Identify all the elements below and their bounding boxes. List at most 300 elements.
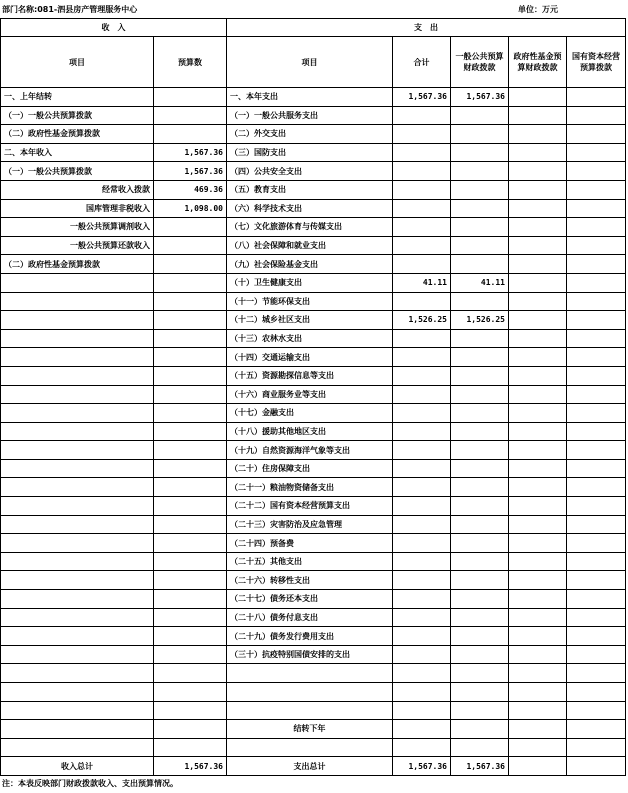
expense-fund-cell <box>509 311 567 330</box>
expense-fund-cell <box>509 162 567 181</box>
expense-total-cell <box>393 404 451 423</box>
expense-total-cell: 1,567.36 <box>393 88 451 107</box>
expense-general-cell <box>451 422 509 441</box>
expense-item-cell: （二十七）债务还本支出 <box>227 590 393 609</box>
expense-fund-cell <box>509 143 567 162</box>
expense-total-cell <box>393 255 451 274</box>
expense-soe-cell <box>567 459 626 478</box>
table-row <box>1 645 626 664</box>
table-row <box>1 627 626 646</box>
income-item-cell <box>1 720 154 739</box>
expense-item-cell: （二十五）其他支出 <box>227 552 393 571</box>
table-row <box>1 329 626 348</box>
expense-general-cell <box>451 515 509 534</box>
income-item-cell <box>1 273 154 292</box>
income-amount-cell: 469.36 <box>154 180 227 199</box>
expense-fund-cell <box>509 459 567 478</box>
expense-soe-cell <box>567 515 626 534</box>
expense-soe-cell <box>567 534 626 553</box>
income-amount-cell <box>154 348 227 367</box>
expense-soe-cell <box>567 125 626 144</box>
table-row <box>1 180 626 199</box>
fiscal-budget-table <box>0 18 626 776</box>
income-item-cell: 国库管理非税收入 <box>1 199 154 218</box>
expense-general-cell: 1,567.36 <box>451 88 509 107</box>
income-amount-cell: 1,567.36 <box>154 143 227 162</box>
expense-fund-cell <box>509 664 567 683</box>
expense-total-cell <box>393 664 451 683</box>
income-amount-cell: 1,567.36 <box>154 162 227 181</box>
income-item-cell <box>1 311 154 330</box>
expense-soe-cell <box>567 552 626 571</box>
income-item-cell <box>1 590 154 609</box>
table-row <box>1 459 626 478</box>
expense-fund-cell <box>509 422 567 441</box>
expense-soe-cell <box>567 441 626 460</box>
income-item-cell <box>1 571 154 590</box>
expense-general-cell <box>451 720 509 739</box>
income-item-cell <box>1 366 154 385</box>
expense-general-cell <box>451 534 509 553</box>
expense-soe-cell <box>567 292 626 311</box>
income-section-title: 收 入 <box>1 19 227 37</box>
table-row <box>1 571 626 590</box>
expense-total-cell <box>393 534 451 553</box>
expense-item-cell: （五）教育支出 <box>227 180 393 199</box>
table-row <box>1 273 626 292</box>
income-item-cell <box>1 683 154 702</box>
expense-total-cell <box>393 180 451 199</box>
table-row <box>1 590 626 609</box>
table-row <box>1 701 626 720</box>
income-amount-cell: 1,098.00 <box>154 199 227 218</box>
col-expense-fund: 政府性基金预算财政拨款 <box>509 37 567 88</box>
expense-total-cell <box>393 738 451 757</box>
table-row <box>1 422 626 441</box>
expense-soe-cell <box>567 255 626 274</box>
expense-item-cell: （二十四）预备费 <box>227 534 393 553</box>
expense-total-fund <box>509 757 567 776</box>
income-item-cell <box>1 441 154 460</box>
expense-item-cell <box>227 701 393 720</box>
expense-soe-cell <box>567 422 626 441</box>
expense-item-cell: 结转下年 <box>227 720 393 739</box>
income-amount-cell <box>154 534 227 553</box>
expense-soe-cell <box>567 162 626 181</box>
income-item-cell <box>1 329 154 348</box>
expense-total-general: 1,567.36 <box>451 757 509 776</box>
table-row <box>1 125 626 144</box>
expense-total-cell <box>393 329 451 348</box>
expense-soe-cell <box>567 404 626 423</box>
income-item-cell: （二）政府性基金预算拨款 <box>1 255 154 274</box>
expense-fund-cell <box>509 88 567 107</box>
income-item-cell <box>1 478 154 497</box>
income-amount-cell <box>154 552 227 571</box>
expense-fund-cell <box>509 608 567 627</box>
expense-fund-cell <box>509 236 567 255</box>
table-row <box>1 385 626 404</box>
expense-total-soe <box>567 757 626 776</box>
expense-fund-cell <box>509 701 567 720</box>
expense-soe-cell <box>567 627 626 646</box>
expense-item-cell: （十三）农林水支出 <box>227 329 393 348</box>
expense-total-cell <box>393 348 451 367</box>
expense-general-cell <box>451 292 509 311</box>
expense-item-cell: （二）外交支出 <box>227 125 393 144</box>
expense-fund-cell <box>509 552 567 571</box>
expense-fund-cell <box>509 627 567 646</box>
expense-soe-cell <box>567 329 626 348</box>
income-amount-cell <box>154 218 227 237</box>
expense-total-cell <box>393 720 451 739</box>
expense-general-cell <box>451 738 509 757</box>
income-item-cell <box>1 608 154 627</box>
expense-soe-cell <box>567 720 626 739</box>
expense-total-cell <box>393 459 451 478</box>
expense-fund-cell <box>509 385 567 404</box>
income-item-cell: （一）一般公共预算拨款 <box>1 162 154 181</box>
expense-item-cell: （四）公共安全支出 <box>227 162 393 181</box>
expense-item-cell: （十）卫生健康支出 <box>227 273 393 292</box>
income-amount-cell <box>154 459 227 478</box>
expense-fund-cell <box>509 683 567 702</box>
expense-total-cell <box>393 385 451 404</box>
expense-fund-cell <box>509 515 567 534</box>
table-row <box>1 366 626 385</box>
expense-total-cell <box>393 683 451 702</box>
expense-total-cell <box>393 218 451 237</box>
expense-general-cell <box>451 255 509 274</box>
table-row <box>1 292 626 311</box>
expense-total-cell <box>393 162 451 181</box>
expense-soe-cell <box>567 106 626 125</box>
income-amount-cell <box>154 125 227 144</box>
expense-general-cell <box>451 478 509 497</box>
expense-total-cell <box>393 125 451 144</box>
expense-item-cell: （十六）商业服务业等支出 <box>227 385 393 404</box>
expense-item-cell: （十八）援助其他地区支出 <box>227 422 393 441</box>
expense-item-cell: （十五）资源勘探信息等支出 <box>227 366 393 385</box>
expense-item-cell: （九）社会保险基金支出 <box>227 255 393 274</box>
expense-general-cell <box>451 590 509 609</box>
income-item-cell <box>1 404 154 423</box>
expense-soe-cell <box>567 385 626 404</box>
income-amount-cell <box>154 478 227 497</box>
expense-general-cell <box>451 571 509 590</box>
expense-general-cell <box>451 683 509 702</box>
expense-soe-cell <box>567 608 626 627</box>
table-row <box>1 88 626 107</box>
expense-soe-cell <box>567 218 626 237</box>
expense-total-label: 支出总计 <box>227 757 393 776</box>
income-item-cell <box>1 348 154 367</box>
income-amount-cell <box>154 608 227 627</box>
expense-item-cell: （十二）城乡社区支出 <box>227 311 393 330</box>
table-row <box>1 106 626 125</box>
expense-general-cell <box>451 348 509 367</box>
expense-soe-cell <box>567 348 626 367</box>
table-row <box>1 199 626 218</box>
expense-general-cell <box>451 366 509 385</box>
expense-item-cell <box>227 683 393 702</box>
expense-total-cell <box>393 106 451 125</box>
income-amount-cell <box>154 385 227 404</box>
expense-soe-cell <box>567 366 626 385</box>
expense-fund-cell <box>509 478 567 497</box>
col-expense-soe: 国有资本经营预算拨款 <box>567 37 626 88</box>
expense-item-cell: （二十六）转移性支出 <box>227 571 393 590</box>
expense-general-cell <box>451 404 509 423</box>
expense-general-cell <box>451 125 509 144</box>
income-amount-cell <box>154 441 227 460</box>
expense-fund-cell <box>509 218 567 237</box>
expense-total-cell: 1,526.25 <box>393 311 451 330</box>
expense-item-cell: （七）文化旅游体育与传媒支出 <box>227 218 393 237</box>
table-row <box>1 218 626 237</box>
income-amount-cell <box>154 645 227 664</box>
income-item-cell <box>1 664 154 683</box>
income-amount-cell <box>154 311 227 330</box>
expense-general-cell <box>451 162 509 181</box>
expense-general-cell <box>451 441 509 460</box>
totals-row <box>1 757 626 776</box>
expense-fund-cell <box>509 441 567 460</box>
expense-general-cell <box>451 218 509 237</box>
expense-total-cell <box>393 552 451 571</box>
income-item-cell <box>1 385 154 404</box>
income-amount-cell <box>154 292 227 311</box>
expense-general-cell <box>451 701 509 720</box>
income-amount-cell <box>154 329 227 348</box>
table-row <box>1 664 626 683</box>
income-item-cell <box>1 534 154 553</box>
income-amount-cell <box>154 720 227 739</box>
table-row <box>1 552 626 571</box>
table-row <box>1 515 626 534</box>
expense-fund-cell <box>509 180 567 199</box>
income-item-cell <box>1 422 154 441</box>
expense-total-cell <box>393 590 451 609</box>
table-row <box>1 534 626 553</box>
expense-total-cell <box>393 366 451 385</box>
table-row <box>1 497 626 516</box>
expense-general-cell <box>451 106 509 125</box>
table-row <box>1 255 626 274</box>
income-item-cell: 经常收入拨款 <box>1 180 154 199</box>
expense-item-cell: 一、本年支出 <box>227 88 393 107</box>
expense-soe-cell <box>567 738 626 757</box>
expense-soe-cell <box>567 143 626 162</box>
expense-total-cell <box>393 515 451 534</box>
expense-item-cell: （六）科学技术支出 <box>227 199 393 218</box>
expense-soe-cell <box>567 645 626 664</box>
income-item-cell: 一般公共预算还款收入 <box>1 236 154 255</box>
expense-general-cell <box>451 385 509 404</box>
col-expense-general: 一般公共预算财政拨款 <box>451 37 509 88</box>
expense-fund-cell <box>509 255 567 274</box>
income-amount-cell <box>154 106 227 125</box>
income-item-cell: （一）一般公共预算拨款 <box>1 106 154 125</box>
expense-total-cell <box>393 236 451 255</box>
expense-fund-cell <box>509 199 567 218</box>
expense-fund-cell <box>509 366 567 385</box>
income-amount-cell <box>154 422 227 441</box>
expense-fund-cell <box>509 273 567 292</box>
table-row <box>1 348 626 367</box>
income-item-cell <box>1 645 154 664</box>
expense-section-title: 支 出 <box>227 19 626 37</box>
expense-item-cell: （二十八）债务付息支出 <box>227 608 393 627</box>
expense-total-cell <box>393 478 451 497</box>
expense-general-cell: 1,526.25 <box>451 311 509 330</box>
expense-general-cell <box>451 645 509 664</box>
income-amount-cell <box>154 571 227 590</box>
expense-soe-cell <box>567 88 626 107</box>
income-total-amount: 1,567.36 <box>154 757 227 776</box>
income-amount-cell <box>154 664 227 683</box>
expense-soe-cell <box>567 199 626 218</box>
expense-soe-cell <box>567 590 626 609</box>
expense-total-cell <box>393 422 451 441</box>
income-item-cell <box>1 459 154 478</box>
expense-total-cell <box>393 701 451 720</box>
col-expense-item: 项目 <box>227 37 393 88</box>
income-amount-cell <box>154 515 227 534</box>
income-total-label: 收入总计 <box>1 757 154 776</box>
expense-item-cell: （二十三）灾害防治及应急管理 <box>227 515 393 534</box>
income-item-cell <box>1 515 154 534</box>
expense-item-cell: （三）国防支出 <box>227 143 393 162</box>
income-item-cell: 一、上年结转 <box>1 88 154 107</box>
expense-fund-cell <box>509 106 567 125</box>
expense-general-cell <box>451 143 509 162</box>
expense-item-cell: （十四）交通运输支出 <box>227 348 393 367</box>
expense-soe-cell <box>567 664 626 683</box>
income-amount-cell <box>154 273 227 292</box>
col-income-item: 项目 <box>1 37 154 88</box>
expense-general-cell <box>451 627 509 646</box>
expense-general-cell <box>451 497 509 516</box>
table-row <box>1 683 626 702</box>
expense-item-cell: （一）一般公共服务支出 <box>227 106 393 125</box>
expense-fund-cell <box>509 125 567 144</box>
expense-total-cell <box>393 608 451 627</box>
footnote: 注：本表反映部门财政拨款收入、支出预算情况。 <box>2 779 178 788</box>
expense-general-cell <box>451 180 509 199</box>
expense-fund-cell <box>509 571 567 590</box>
income-item-cell: （二）政府性基金预算拨款 <box>1 125 154 144</box>
income-item-cell: 一般公共预算调剂收入 <box>1 218 154 237</box>
expense-fund-cell <box>509 645 567 664</box>
expense-item-cell: （二十二）国有资本经营预算支出 <box>227 497 393 516</box>
table-row <box>1 236 626 255</box>
expense-soe-cell <box>567 571 626 590</box>
department-name: 部门名称:081-泗县房产管理服务中心 <box>2 5 138 14</box>
table-body <box>1 88 626 757</box>
expense-fund-cell <box>509 590 567 609</box>
col-expense-total: 合计 <box>393 37 451 88</box>
expense-general-cell <box>451 664 509 683</box>
income-amount-cell <box>154 683 227 702</box>
income-item-cell <box>1 292 154 311</box>
income-item-cell <box>1 738 154 757</box>
table-row <box>1 478 626 497</box>
column-header-row <box>1 37 626 88</box>
income-amount-cell <box>154 366 227 385</box>
section-header-row <box>1 19 626 37</box>
expense-total-cell <box>393 143 451 162</box>
table-row <box>1 738 626 757</box>
income-amount-cell <box>154 497 227 516</box>
expense-soe-cell <box>567 683 626 702</box>
unit-label: 单位：万元 <box>518 5 558 14</box>
expense-total-cell <box>393 627 451 646</box>
expense-item-cell: （十九）自然资源海洋气象等支出 <box>227 441 393 460</box>
table-row <box>1 404 626 423</box>
expense-general-cell <box>451 236 509 255</box>
expense-soe-cell <box>567 497 626 516</box>
expense-item-cell: （二十一）粮油物资储备支出 <box>227 478 393 497</box>
expense-total-cell <box>393 292 451 311</box>
expense-soe-cell <box>567 478 626 497</box>
expense-general-cell: 41.11 <box>451 273 509 292</box>
expense-fund-cell <box>509 292 567 311</box>
expense-soe-cell <box>567 311 626 330</box>
expense-soe-cell <box>567 180 626 199</box>
table-row <box>1 608 626 627</box>
expense-item-cell: （三十）抗疫特别国债安排的支出 <box>227 645 393 664</box>
expense-item-cell <box>227 664 393 683</box>
expense-item-cell: （十七）金融支出 <box>227 404 393 423</box>
expense-total-cell <box>393 441 451 460</box>
expense-item-cell: （十一）节能环保支出 <box>227 292 393 311</box>
expense-general-cell <box>451 459 509 478</box>
income-item-cell <box>1 701 154 720</box>
expense-fund-cell <box>509 497 567 516</box>
expense-item-cell <box>227 738 393 757</box>
table-row <box>1 441 626 460</box>
income-amount-cell <box>154 590 227 609</box>
income-item-cell <box>1 552 154 571</box>
income-amount-cell <box>154 738 227 757</box>
income-amount-cell <box>154 255 227 274</box>
expense-general-cell <box>451 608 509 627</box>
expense-fund-cell <box>509 404 567 423</box>
expense-fund-cell <box>509 720 567 739</box>
expense-fund-cell <box>509 348 567 367</box>
income-amount-cell <box>154 88 227 107</box>
expense-general-cell <box>451 199 509 218</box>
expense-total-cell <box>393 645 451 664</box>
expense-total-cell <box>393 199 451 218</box>
income-item-cell <box>1 497 154 516</box>
table-row <box>1 720 626 739</box>
income-amount-cell <box>154 701 227 720</box>
income-amount-cell <box>154 627 227 646</box>
expense-total-amount: 1,567.36 <box>393 757 451 776</box>
expense-item-cell: （二十九）债务发行费用支出 <box>227 627 393 646</box>
expense-general-cell <box>451 552 509 571</box>
col-income-amount: 预算数 <box>154 37 227 88</box>
income-item-cell: 二、本年收入 <box>1 143 154 162</box>
expense-total-cell: 41.11 <box>393 273 451 292</box>
expense-general-cell <box>451 329 509 348</box>
income-amount-cell <box>154 404 227 423</box>
expense-fund-cell <box>509 738 567 757</box>
income-amount-cell <box>154 236 227 255</box>
expense-item-cell: （八）社会保障和就业支出 <box>227 236 393 255</box>
